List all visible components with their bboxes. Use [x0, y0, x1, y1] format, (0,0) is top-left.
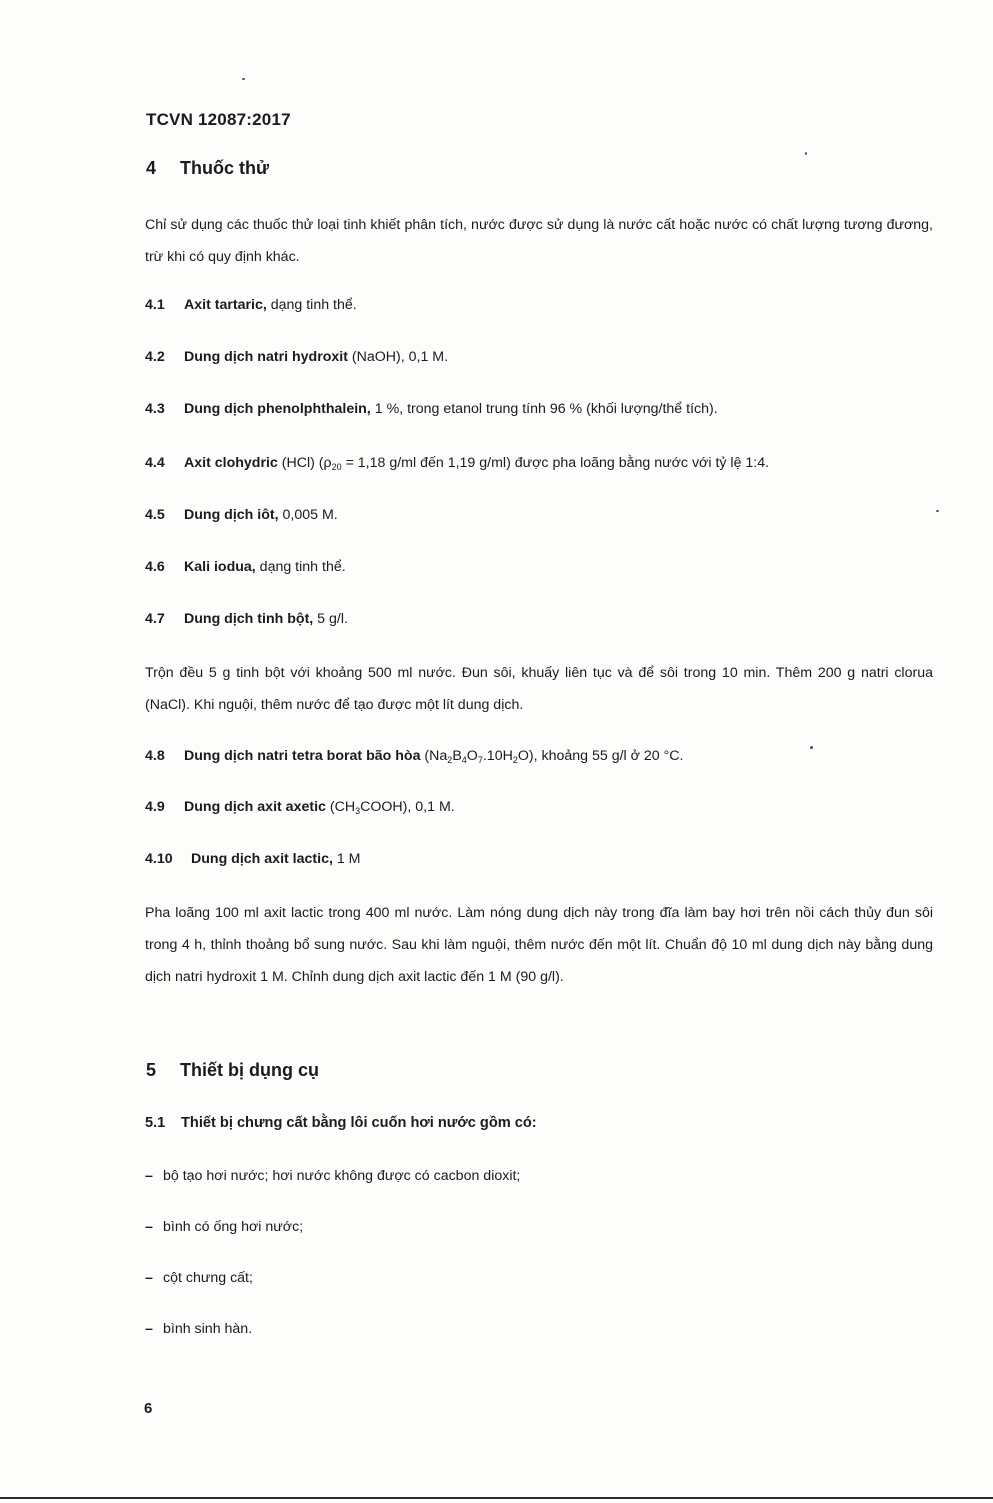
item-4-10-paragraph: Pha loãng 100 ml axit lactic trong 400 ml nước. Làm nóng dung dịch này trong đĩa làm bay hơi trên nồi cách thủy đun sôi trong 4 h, thỉnh thoảng bổ sung nước. Sau khi làm nguội, thêm nước đến một lít. Chuẩn độ 10 ml dung dịch này bằng dung dịch natri hydroxit 1 M. Chỉnh dung dịch axit lactic đến 1 M (90 g/l). — [145, 905, 933, 985]
scan-speck — [805, 152, 807, 155]
section-number: 4 — [146, 158, 157, 178]
bullet-item: – bình sinh hàn. — [145, 1321, 253, 1337]
section-number: 5 — [146, 1060, 157, 1080]
page-number: 6 — [144, 1400, 153, 1417]
item-4-9: 4.9 Dung dịch axit axetic $(CH_3COOH)$, 0,1 M. — [145, 799, 455, 816]
item-4-1: 4.1 Axit tartaric, dạng tinh thể. — [145, 297, 357, 313]
bullet-item: – bộ tạo hơi nước; hơi nước không được có cacbon dioxit; — [145, 1168, 521, 1184]
document-code: TCVN 12087:2017 — [146, 110, 291, 129]
bullet-item: – cột chưng cất; — [145, 1270, 253, 1286]
item-4-5: 4.5 Dung dịch iôt, 0,005 M. — [145, 507, 338, 523]
scan-edge-line — [0, 1497, 993, 1499]
subsection-5-1-heading: 5.1 Thiết bị chưng cất bằng lôi cuốn hơi nước gồm có: — [145, 1115, 537, 1131]
section-title: Thiết bị dụng cụ — [180, 1060, 319, 1080]
section-title: Thuốc thử — [180, 158, 270, 178]
item-4-2: 4.2 Dung dịch natri hydroxit (NaOH), 0,1 M. — [145, 349, 449, 365]
bullet-item: – bình có ống hơi nước; — [145, 1219, 304, 1235]
scan-speck — [810, 746, 813, 749]
item-4-6: 4.6 Kali iodua, dạng tinh thể. — [145, 559, 346, 575]
scan-speck — [242, 78, 245, 80]
scan-speck — [936, 510, 939, 512]
item-4-7: 4.7 Dung dịch tinh bột, 5 g/l. — [145, 611, 348, 627]
section-4-intro: Chỉ sử dụng các thuốc thử loại tinh khiết phân tích, nước được sử dụng là nước cất hoặc nước có chất lượng tương đương, trừ khi có quy định khác. — [145, 217, 933, 265]
item-4-3: 4.3 Dung dịch phenolphthalein, 1 %, trong etanol trung tính 96 % (khối lượng/thể tích). — [145, 401, 718, 417]
item-4-7-paragraph: Trộn đều 5 g tinh bột với khoảng 500 ml nước. Đun sôi, khuấy liên tục và để sôi trong 10 min. Thêm 200 g natri clorua (NaCl). Khi nguội, thêm nước để tạo được một lít dung dịch. — [145, 665, 933, 713]
item-4-4: 4.4 Axit clohydric (HCl) ($\rho_{20} = 1,18$ g/ml đến 1,19 g/ml) được pha loãng bằng nước với tỷ lệ 1:4. — [145, 455, 770, 472]
item-4-8: 4.8 Dung dịch natri tetra borat bão hòa $(Na_2B_4O_7.10H_2O)$, khoảng 55 g/l ở 20 °C. — [145, 748, 684, 765]
section-5-heading — [146, 1060, 319, 1081]
section-4-heading — [146, 158, 269, 179]
item-4-10: 4.10 Dung dịch axit lactic, 1 M — [145, 851, 361, 867]
